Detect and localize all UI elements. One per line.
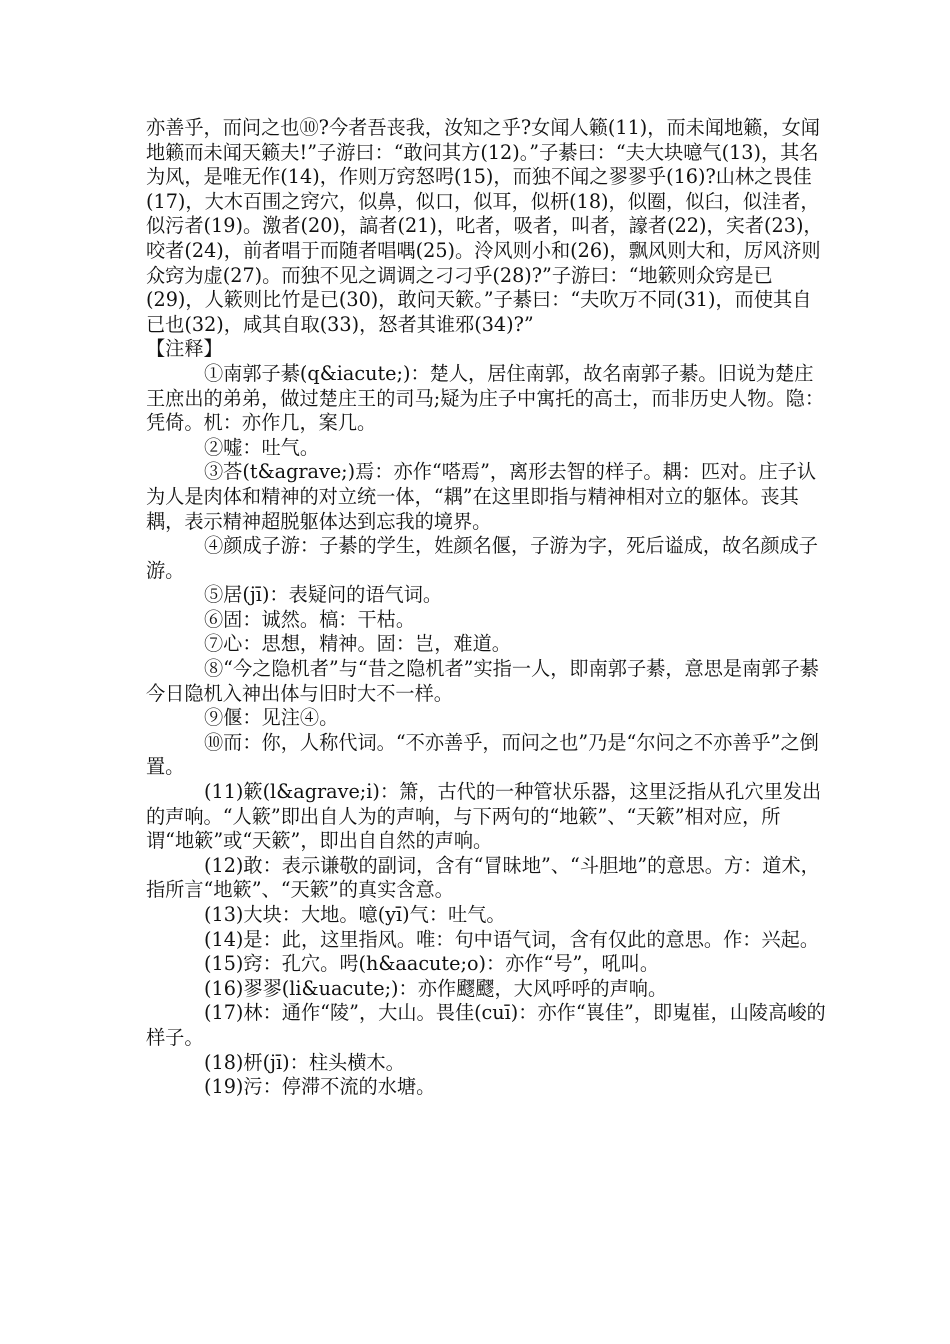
- note-item: ③荅(t&agrave;)焉：亦作“嗒焉”，离形去智的样子。耦：匹对。庄子认为人是肉体和精神的对立统一体，“耦”在这里即指与精神相对立的躯体。丧其耦，表示精神超脱躯体达到忘我的境界。: [146, 460, 817, 533]
- note-item: ⑥固：诚然。槁：干枯。: [204, 607, 416, 631]
- note-item: ①南郭子綦(q&iacute;)：楚人，居住南郭，故名南郭子綦。旧说为楚庄王庶出的弟弟，做过楚庄王的司马;疑为庄子中寓托的高士，而非历史人物。隐：凭倚。机：亦作几，案几。: [146, 361, 825, 435]
- document-page: [146, 116, 826, 1100]
- note-item: ②嘘：吐气。: [204, 435, 320, 459]
- note-item: ④颜成子游：子綦的学生，姓颜名偃，子游为字，死后谥成，故名颜成子游。: [146, 534, 818, 582]
- note-item: (18)枅(jī)：柱头横木。: [204, 1050, 405, 1074]
- notes-heading: 【注释】: [146, 337, 223, 361]
- note-item: (19)污：停滞不流的水塘。: [204, 1075, 436, 1099]
- body-paragraph: 亦善乎，而问之也⑩?今者吾丧我，汝知之乎?女闻人籁(11)，而未闻地籁，女闻地籁而未闻天籁夫!”子游曰：“敢问其方(12)。”子綦曰：“夫大块噫气(13)，其名为风，是唯无作(14)，作则万窍怒呺(15)，而独不闻之翏翏乎(16)?山林之畏佳(17)，大木百围之窍穴，似鼻，似口，似耳，似枅(18)，似圈，似臼，似洼者，似污者(19)。激者(20)，謞者(21)，叱者，吸者，叫者，譹者(22)，宎者(23)，咬者(24)，前者唱于而随者唱喁(25)。泠风则小和(26)，飘风则大和，厉风济则众窍为虚(27)。而独不见之调调之刁刁乎(28)?”子游曰：“地簌则众窍是已(29)，人簌则比竹是已(30)，敢问天簌。”子綦曰：“夫吹万不同(31)，而使其自已也(32)，咸其自取(33)，怒者其谁邪(34)?”: [146, 116, 823, 336]
- note-item: ⑤居(jī)：表疑问的语气词。: [204, 583, 443, 607]
- note-item: ⑦心：思想，精神。固：岂，难道。: [204, 632, 511, 656]
- note-item: (11)簌(l&agrave;i)：箫，古代的一种管状乐器，这里泛指从孔穴里发出的声响。“人簌”即出自人为的声响，与下两句的“地簌”、“天簌”相对应，所谓“地簌”或“天簌”，即出自自然的声响。: [146, 780, 822, 853]
- note-item: (14)是：此，这里指风。唯：句中语气词，含有仅此的意思。作：兴起。: [204, 927, 820, 951]
- note-item: (13)大块：大地。噫(yī)气：吐气。: [204, 903, 506, 926]
- note-item: (16)翏翏(li&uacute;)：亦作飂飂，大风呼呼的声响。: [204, 976, 668, 1000]
- note-item: ⑩而：你，人称代词。“不亦善乎，而问之也”乃是“尔问之不亦善乎”之倒置。: [146, 730, 819, 779]
- note-item: (17)林：通作“陵”，大山。畏佳(cuī)：亦作“嵔佳”，即嵬崔，山陵高峻的样子。: [146, 1001, 826, 1049]
- note-item: (15)窍：孔穴。呺(h&aacute;o)：亦作“号”，吼叫。: [204, 952, 660, 976]
- note-item: (12)敢：表示谦敬的副词，含有“冒昧地”、“斗胆地”的意思。方：道术，指所言“地簌”、“天簌”的真实含意。: [146, 853, 820, 902]
- note-item: ⑨偃：见注④。: [204, 706, 339, 730]
- note-item: ⑧“今之隐机者”与“昔之隐机者”实指一人，即南郭子綦，意思是南郭子綦今日隐机入神出体与旧时大不一样。: [146, 657, 819, 705]
